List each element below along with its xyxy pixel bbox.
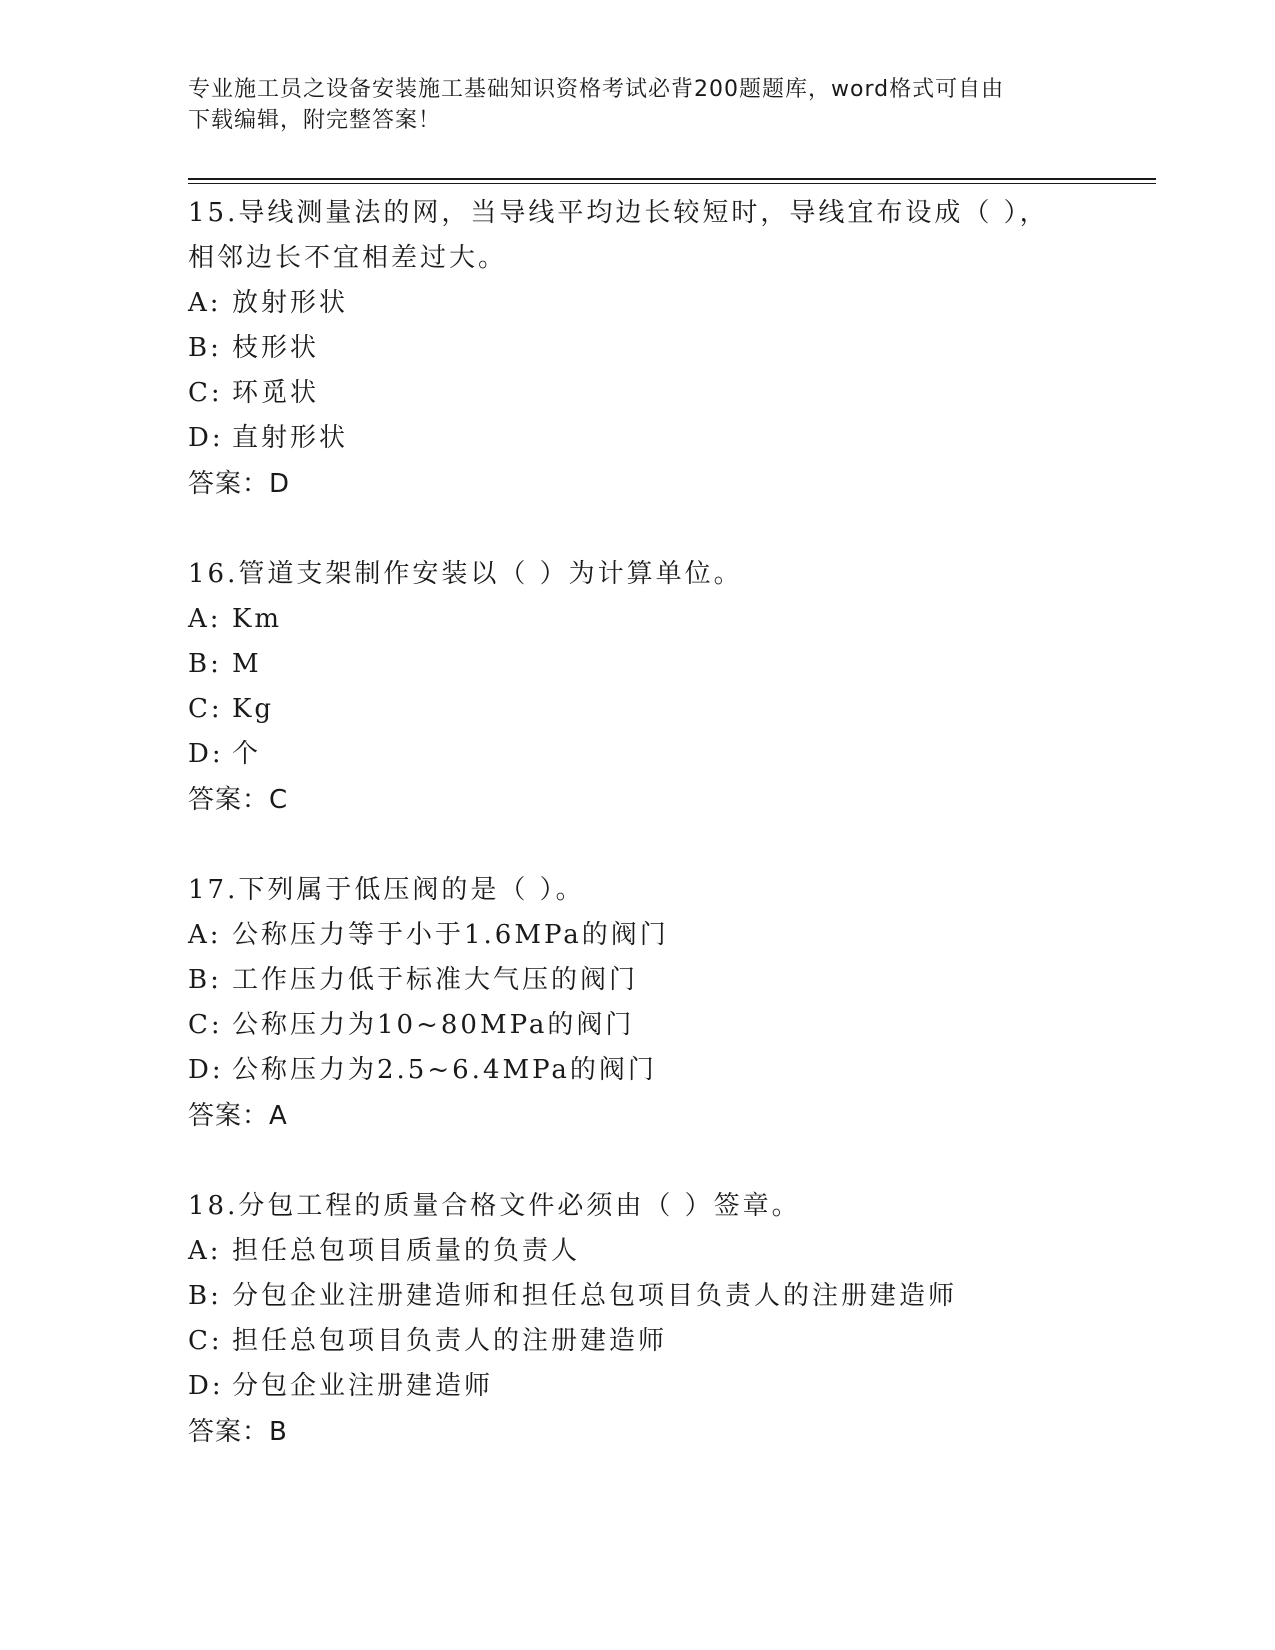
option-a (188, 281, 1088, 326)
option-letter: B: (188, 965, 222, 995)
option-text: Km (232, 604, 283, 634)
option-text: 担任总包项目质量的负责人 (232, 1236, 581, 1266)
header-divider-thick (188, 178, 1156, 180)
option-letter: D: (188, 1055, 224, 1085)
question-stem: 16.管道支架制作安装以（ ）为计算单位。 (188, 559, 743, 589)
option-d (188, 1048, 1088, 1093)
option-c (188, 687, 1088, 732)
question-list (188, 191, 1088, 1500)
option-text: 枝形状 (232, 333, 320, 363)
option-text: Kg (232, 694, 275, 724)
option-text: M (232, 649, 262, 679)
option-text: 工作压力低于标准大气压的阀门 (232, 965, 639, 995)
option-text: 直射形状 (232, 423, 349, 453)
option-letter: A: (188, 288, 222, 318)
option-text: 环觅状 (232, 378, 320, 408)
option-letter: A: (188, 1236, 222, 1266)
question-18 (188, 1184, 1088, 1456)
option-text: 公称压力为10~80MPa的阀门 (232, 1010, 635, 1040)
option-text: 担任总包项目负责人的注册建造师 (232, 1326, 668, 1356)
question-stem-continued: 相邻边长不宜相差过大。 (188, 243, 508, 273)
answer-line: 答案：A (188, 1101, 288, 1131)
question-15 (188, 191, 1088, 508)
option-letter: A: (188, 604, 222, 634)
question-stem: 17.下列属于低压阀的是（ ）。 (188, 875, 585, 905)
header-divider-thin (188, 183, 1156, 184)
option-c (188, 1003, 1088, 1048)
option-letter: B: (188, 333, 222, 363)
option-c (188, 371, 1088, 416)
question-stem: 15.导线测量法的网，当导线平均边长较短时，导线宜布设成（ ）， (188, 198, 1049, 228)
option-b (188, 958, 1088, 1003)
option-letter: C: (188, 378, 223, 408)
option-letter: D: (188, 423, 224, 453)
document-header (188, 74, 1068, 136)
answer-line: 答案：B (188, 1417, 288, 1447)
question-stem: 18.分包工程的质量合格文件必须由（ ）签章。 (188, 1191, 801, 1221)
option-d (188, 416, 1088, 461)
option-c (188, 1319, 1088, 1364)
question-16 (188, 552, 1088, 824)
option-text: 分包企业注册建造师和担任总包项目负责人的注册建造师 (232, 1281, 958, 1311)
answer-line: 答案：D (188, 469, 291, 499)
option-text: 个 (232, 739, 262, 769)
option-letter: C: (188, 694, 223, 724)
option-a (188, 913, 1088, 958)
option-text: 分包企业注册建造师 (232, 1371, 494, 1401)
option-b (188, 326, 1088, 371)
option-letter: B: (188, 1281, 222, 1311)
option-text: 公称压力为2.5~6.4MPa的阀门 (232, 1055, 657, 1085)
question-17 (188, 868, 1088, 1140)
option-d (188, 1364, 1088, 1409)
answer-line: 答案：C (188, 785, 289, 815)
option-a (188, 597, 1088, 642)
option-b (188, 1274, 1088, 1319)
option-b (188, 642, 1088, 687)
option-letter: D: (188, 739, 224, 769)
option-letter: C: (188, 1010, 223, 1040)
option-d (188, 732, 1088, 777)
header-line-2: 下载编辑，附完整答案！ (188, 108, 442, 133)
option-letter: A: (188, 920, 222, 950)
option-letter: C: (188, 1326, 223, 1356)
header-line-1: 专业施工员之设备安装施工基础知识资格考试必背200题题库，word格式可自由 (188, 77, 1005, 102)
option-text: 放射形状 (232, 288, 349, 318)
option-a (188, 1229, 1088, 1274)
option-text: 公称压力等于小于1.6MPa的阀门 (232, 920, 669, 950)
option-letter: D: (188, 1371, 224, 1401)
option-letter: B: (188, 649, 222, 679)
